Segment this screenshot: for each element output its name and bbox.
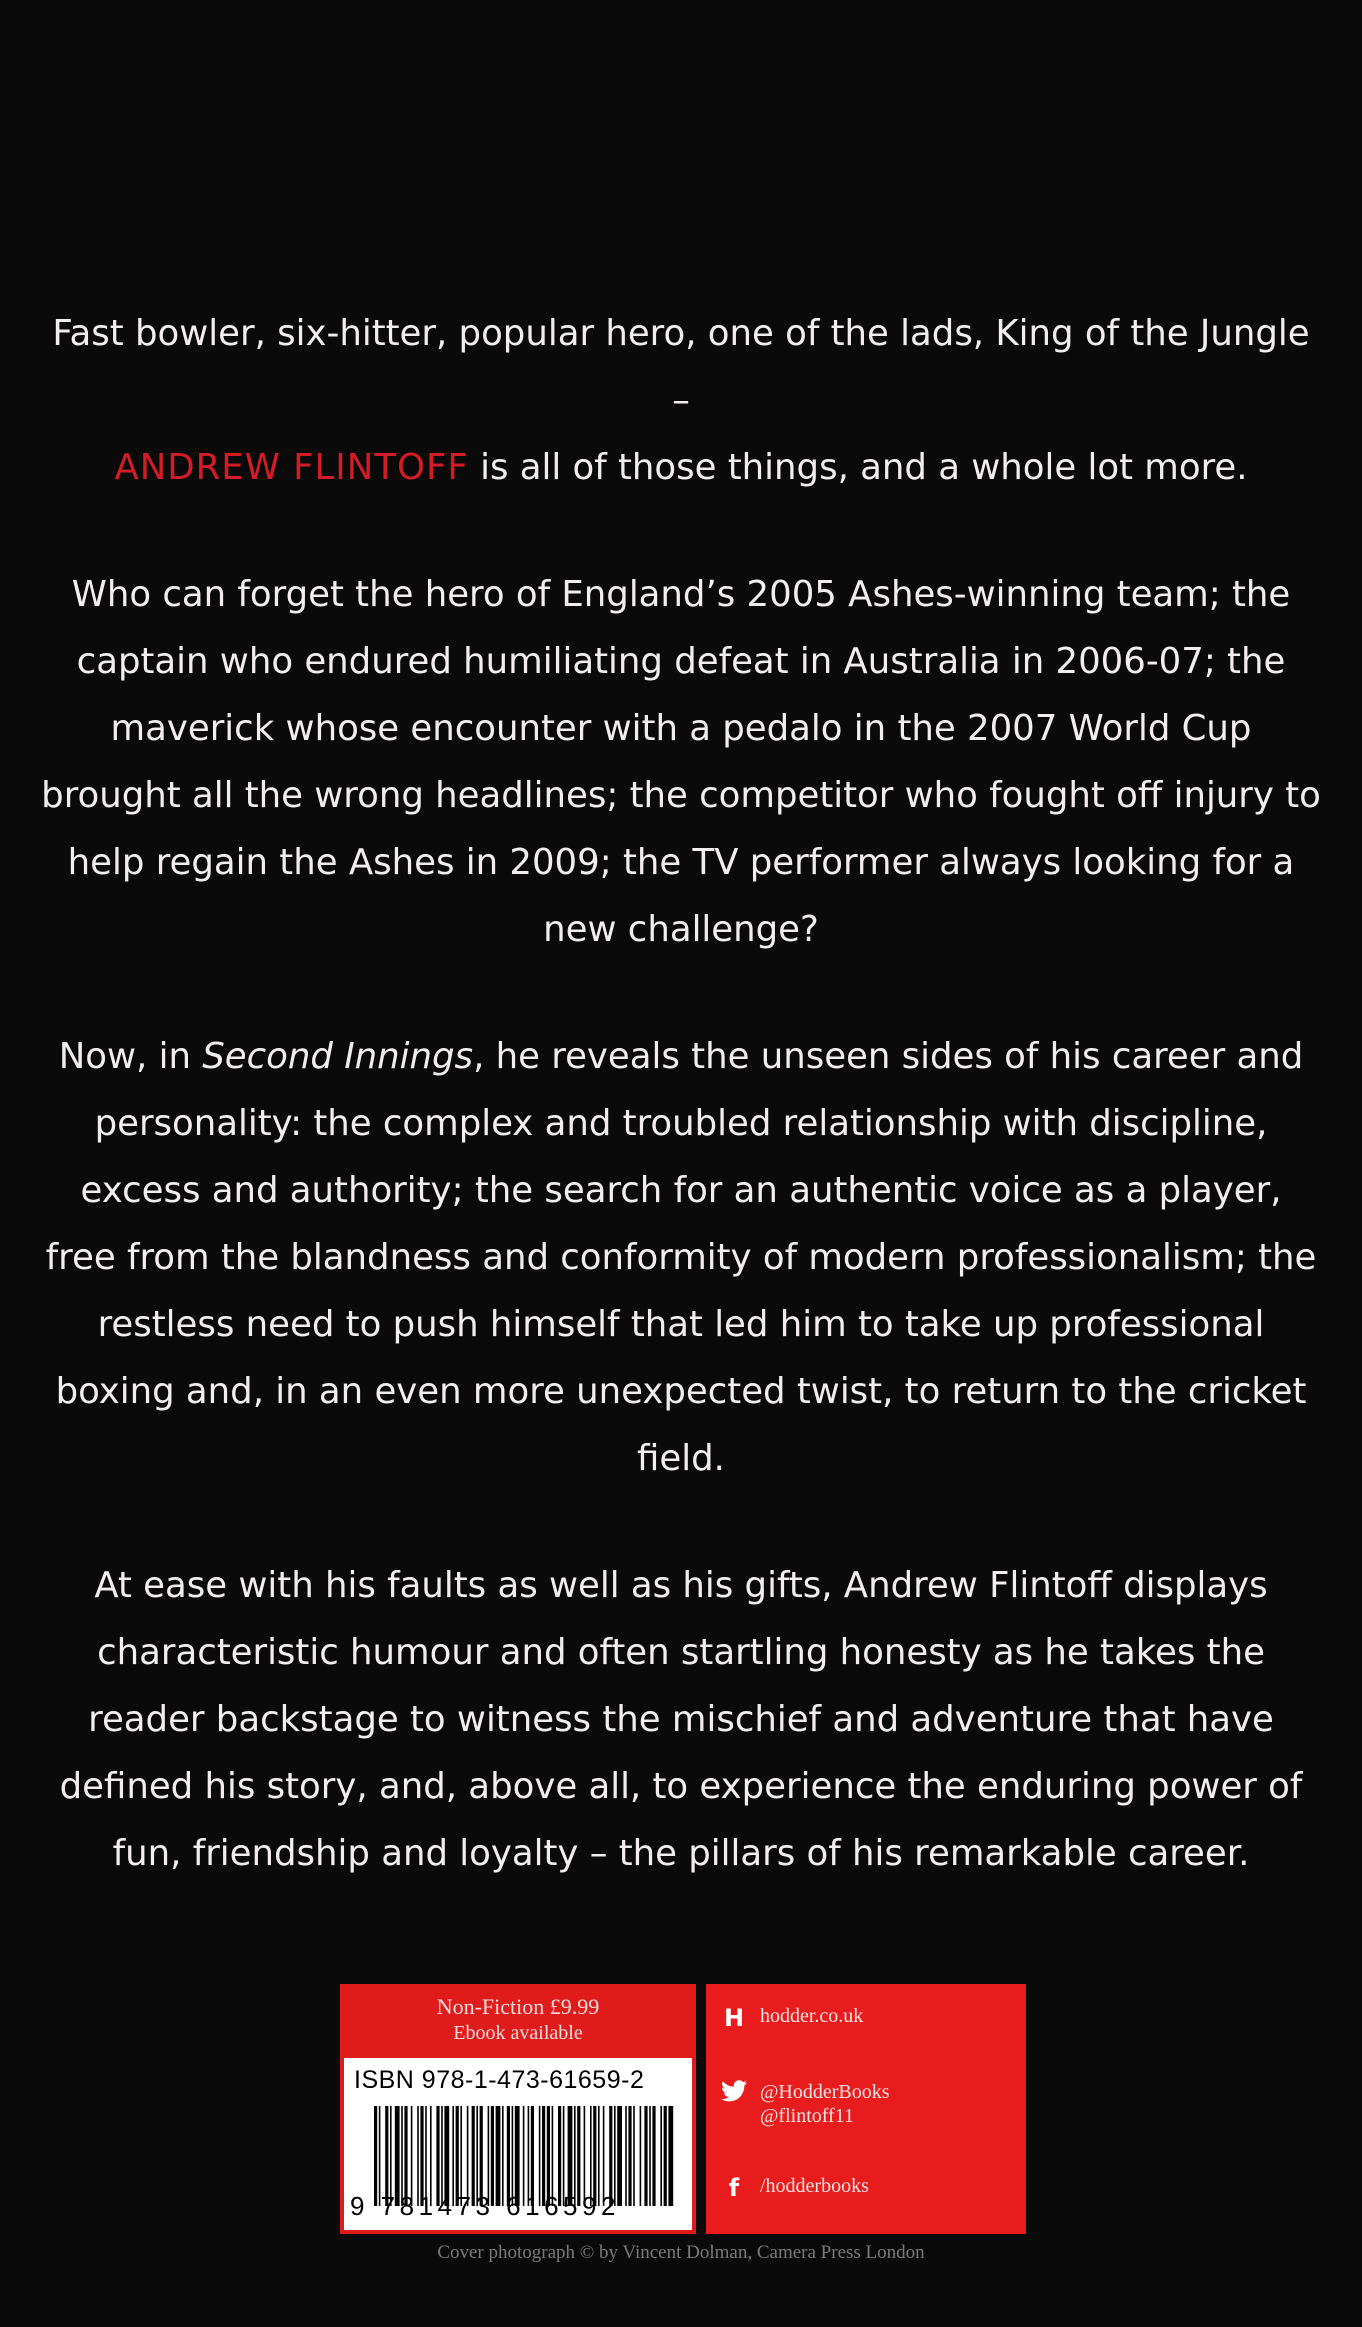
category-price: Non-Fiction £9.99 <box>436 1994 600 2019</box>
blurb-paragraph-4: At ease with his faults as well as his gifts, Andrew Flintoff displays characteristic humour and often startling honesty as he takes the reader backstage to witness the mischief and adventure that have defined his story, and, above all, to experience the enduring power of fun, friendship and loyalty – the pillars of his remarkable career. <box>59 1565 1303 1874</box>
barcode-digits: 9 781473 616592 <box>350 2191 620 2221</box>
blurb-p3-after: , he reveals the unseen sides of his career and personality: the complex and troubled relationship with discipline, excess and authority; the search for an authentic voice as a player, free from the blandness and conformity of modern professionalism; the restless need to push himself that led him to take up professional boxing and, in an even more unexpected twist, to return to the cricket field. <box>45 1036 1317 1479</box>
facebook-icon: f <box>728 2174 740 2202</box>
price-barcode-panel <box>340 1984 696 2234</box>
website-row[interactable] <box>720 2004 863 2032</box>
publisher-social-panel <box>706 1984 1026 2234</box>
blurb-paragraph-1 <box>40 300 1322 501</box>
twitter-handle-flintoff[interactable]: @flintoff11 <box>760 2105 854 2127</box>
website-link[interactable]: hodder.co.uk <box>760 2005 864 2027</box>
blurb-paragraph-3 <box>40 1023 1322 1492</box>
twitter-icon <box>720 2080 748 2108</box>
back-cover-blurb <box>40 300 1322 1887</box>
author-name: ANDREW FLINTOFF <box>114 447 469 488</box>
blurb-paragraph-2: Who can forget the hero of England’s 2005 Ashes-winning team; the captain who endured humiliating defeat in Australia in 2006-07; the maverick whose encounter with a pedalo in the 2007 World Cup brought all the wrong headlines; the competitor who fought off injury to help regain the Ashes in 2009; the TV performer always looking for a new challenge? <box>41 574 1321 950</box>
price-area <box>340 1984 696 2058</box>
barcode-box <box>344 2058 692 2230</box>
cover-photo-credit: Cover photograph © by Vincent Dolman, Camera Press London <box>437 2242 925 2263</box>
hodder-logo-icon: H <box>723 2004 745 2032</box>
blurb-intro-rest: is all of those things, and a whole lot more. <box>468 447 1248 488</box>
facebook-row[interactable] <box>720 2174 869 2202</box>
ebook-available: Ebook available <box>453 2022 583 2044</box>
blurb-p3-before: Now, in <box>58 1036 203 1077</box>
twitter-handle-hodder[interactable]: @HodderBooks <box>760 2081 890 2103</box>
isbn-text: ISBN 978-1-473-61659-2 <box>354 2066 645 2094</box>
blurb-intro: Fast bowler, six-hitter, popular hero, one of the lads, King of the Jungle – <box>52 313 1310 421</box>
facebook-link[interactable]: /hodderbooks <box>760 2175 869 2197</box>
book-title: Second Innings <box>202 1036 474 1077</box>
twitter-row <box>720 2080 890 2128</box>
